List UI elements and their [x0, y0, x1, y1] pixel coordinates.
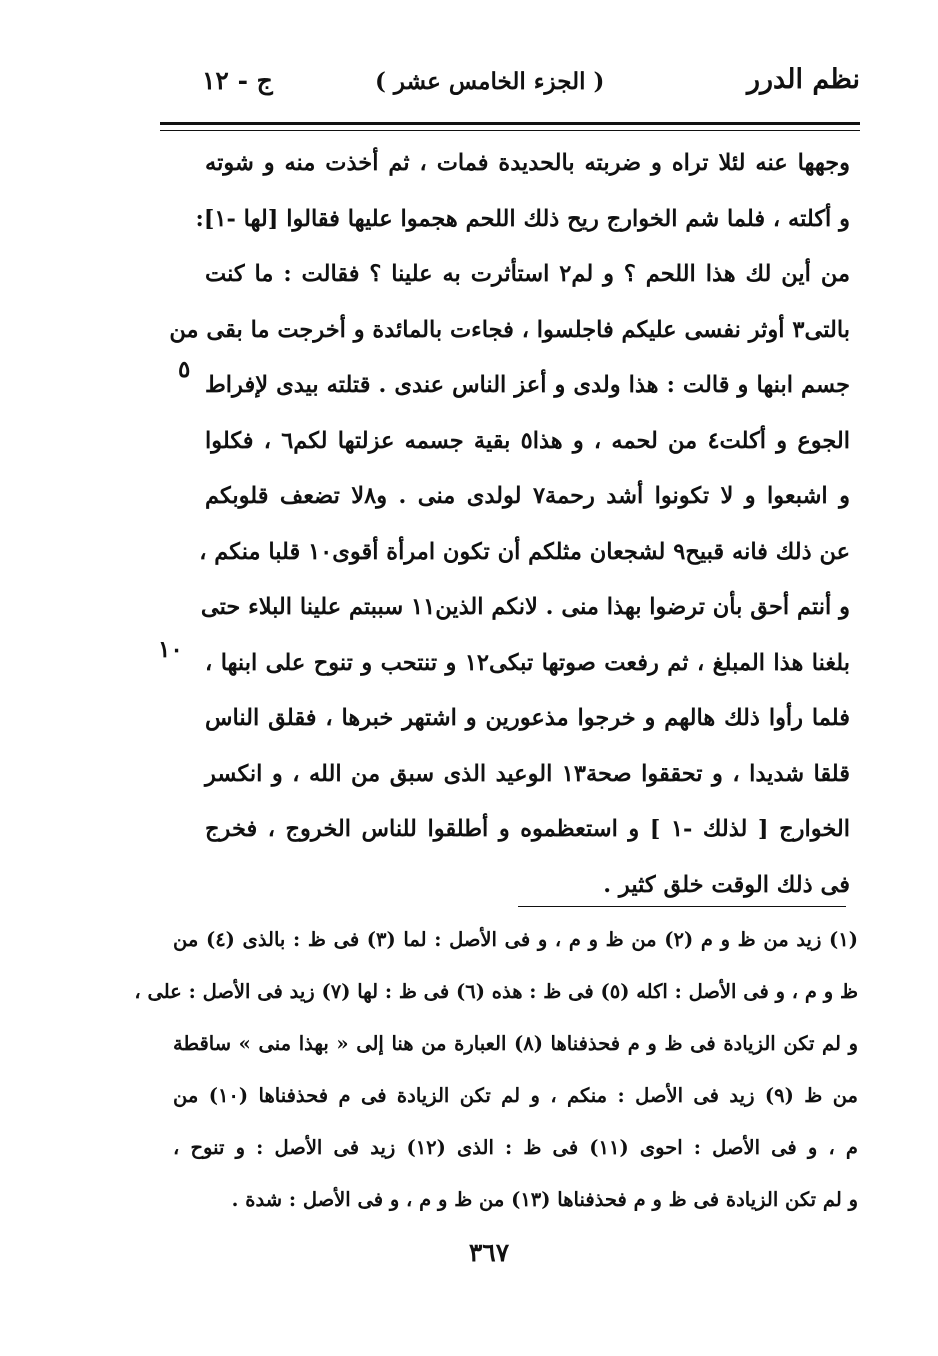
text-line: فى ذلك الوقت خلق كثير .	[603, 871, 850, 898]
footnote-separator	[518, 906, 846, 907]
footnote-line: ظ و م ، و فى الأصل : اكله (٥) فى ظ : هذه (٦) فى ظ : لها (٧) زيد فى الأصل : على ،	[134, 980, 858, 1003]
text-line: من أين لك هذا اللحم ؟ و لم٢ استأثرت به علينا ؟ فقالت : ما كنت	[205, 261, 850, 287]
text-line: وجهها عنه لئلا تراه و ضربته بالحديدة فمات ، ثم أخذت منه و شوته	[205, 150, 850, 176]
book-title: نظم الدرر	[746, 64, 860, 95]
line-number-5: ٥	[178, 356, 191, 383]
text-line: بلغنا هذا المبلغ ، ثم رفعت صوتها تبكى١٢ و تنتحب و تنوح على ابنها ،	[205, 649, 850, 676]
running-header	[170, 64, 860, 108]
text-line: بالتى٣ أوثر نفسى عليكم فاجلسوا ، فجاءت بالمائدة و أخرجت ما بقى من	[169, 316, 850, 343]
text-line: و اشبعوا و لا تكونوا أشد رحمة٧ لولدى منى . و٨لا تضعف قلوبكم	[205, 483, 850, 509]
header-rule-thin	[160, 130, 860, 131]
text-line: فلما رأوا ذلك هالهم و خرجوا مذعورين و اشتهر خبرها ، فقلق الناس	[205, 705, 850, 731]
text-line: الجوع و أكلت٤ من لحمه ، و هذا٥ بقية جسمه عزلتها لكم٦ ، فكلوا	[205, 427, 850, 454]
footnote-line: و لم تكن الزيادة فى ظ و م فحذفناها (١٣) من ظ و م ، و فى الأصل : شدة .	[231, 1188, 858, 1211]
page-number: ٣٦٧	[468, 1238, 510, 1267]
text-line: عن ذلك فانه قبيح٩ لشجعان مثلكم أن تكون امرأة أقوى١٠ قلبا منكم ،	[199, 538, 850, 565]
text-line: و أنتم أحق بأن ترضوا بهذا منى . لانكم الذين١١ سببتم علينا البلاء حتى	[200, 594, 850, 620]
footnote-line: من ظ (٩) زيد فى الأصل : منكم ، و لم تكن الزيادة فى م فحذفناها (١٠) من	[173, 1084, 858, 1107]
line-number-10: ١٠	[158, 636, 183, 663]
footnote-line: (١) زيد من ظ و م (٢) من ظ و م ، و فى الأصل : لما (٣) فى ظ : بالذى (٤) من	[173, 928, 859, 951]
main-text	[169, 136, 850, 913]
footnote-line: و لم تكن الزيادة فى ظ و م فحذفناها (٨) العبارة من هنا إلى « بهذا منى » ساقطة	[173, 1032, 858, 1055]
volume-reference: ج - ١٢	[202, 66, 273, 95]
text-line: قلقا شديدا ، و تحققوا صحة١٣ الوعيد الذى سبق من الله ، و انكسر	[205, 760, 850, 787]
text-line: الخوارج [ لذلك -١ ] و استعظموه و أطلقوا للناس الخروج ، فخرج	[205, 816, 850, 842]
footnotes	[134, 914, 859, 1226]
text-line: و أكلته ، فلما شم الخوارج ريح ذلك اللحم هجموا عليها فقالوا [لها -١]:	[195, 205, 850, 232]
footnote-line: م ، و فى الأصل : احوى (١١) فى ظ : الذى (١٢) زيد فى الأصل : و تنوح ،	[173, 1136, 858, 1159]
header-rule-thick	[160, 122, 860, 125]
volume-label: ( الجزء الخامس عشر )	[375, 68, 605, 95]
text-line: جسم ابنها و قالت : هذا ولدى و أعز الناس عندى . قتلته بيدى لإفراط	[205, 372, 850, 398]
